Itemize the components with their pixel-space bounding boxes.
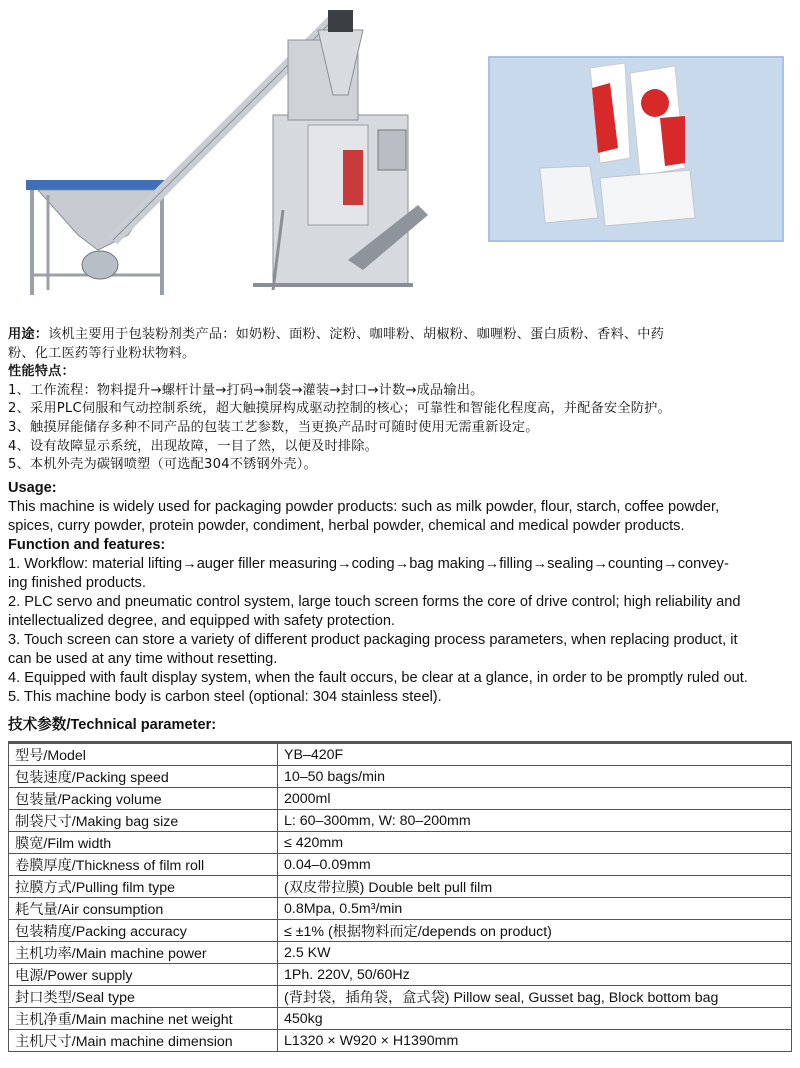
features-en-line: ing finished products. <box>8 574 146 591</box>
usage-en-line: spices, curry powder, protein powder, condiment, herbal powder, chemical and medical powder products. <box>8 517 685 534</box>
features-cn-item: 5、本机外壳为碳钢喷塑（可选配304不锈钢外壳）。 <box>8 457 317 473</box>
table-row <box>9 854 792 876</box>
features-cn-item: 2、采用PLC伺服和气动控制系统，超大触摸屏构成驱动控制的核心；可靠性和智能化程度高，并配备安全防护。 <box>8 401 671 417</box>
spec-table <box>8 743 792 1052</box>
spec-title: 技术参数/Technical parameter: <box>8 717 217 733</box>
spec-value: 450kg <box>278 1008 792 1030</box>
spec-label: 电源/Power supply <box>9 964 278 986</box>
spec-value: (双皮带拉膜) Double belt pull film <box>278 876 792 898</box>
usage-en-label: Usage: <box>8 479 57 496</box>
usage-cn-line2: 粉、化工医药等行业粉状物料。 <box>8 345 196 361</box>
features-cn-item: 4、设有故障显示系统，出现故障，一目了然，以便及时排除。 <box>8 438 379 454</box>
spec-value: (背封袋，插角袋，盒式袋) Pillow seal, Gusset bag, Block bottom bag <box>278 986 792 1008</box>
description-block <box>8 326 792 707</box>
usage-cn-label: 用途： <box>8 327 49 342</box>
features-cn-item: 1、工作流程：物料提升→螺杆计量→打码→制袋→灌装→封口→计数→成品输出。 <box>8 382 484 398</box>
spec-label: 主机功率/Main machine power <box>9 942 278 964</box>
features-en-line: 3. Touch screen can store a variety of different product packaging process parameters, when replacing product, it <box>8 631 738 648</box>
spec-value: 1Ph. 220V, 50/60Hz <box>278 964 792 986</box>
photo-area <box>0 0 800 320</box>
spec-value: YB–420F <box>278 744 792 766</box>
table-row <box>9 920 792 942</box>
spec-value: 0.04–0.09mm <box>278 854 792 876</box>
features-en-line: 1. Workflow: material lifting→auger filler measuring→coding→bag making→filling→sealing→counting→convey- <box>8 555 729 572</box>
table-row <box>9 942 792 964</box>
table-row <box>9 1030 792 1052</box>
usage-cn <box>8 326 792 345</box>
table-row <box>9 810 792 832</box>
table-row <box>9 898 792 920</box>
usage-en-line: This machine is widely used for packaging powder products: such as milk powder, flour, starch, coffee powder, <box>8 498 720 515</box>
table-row <box>9 876 792 898</box>
table-row <box>9 788 792 810</box>
features-en-line: 2. PLC servo and pneumatic control system, large touch screen forms the core of drive control; high reliability and <box>8 593 741 610</box>
features-en-line: 5. This machine body is carbon steel (optional: 304 stainless steel). <box>8 688 442 705</box>
spec-label: 耗气量/Air consumption <box>9 898 278 920</box>
table-row <box>9 832 792 854</box>
spec-label: 主机净重/Main machine net weight <box>9 1008 278 1030</box>
table-row <box>9 964 792 986</box>
spec-value: 0.8Mpa, 0.5m³/min <box>278 898 792 920</box>
spec-label: 封口类型/Seal type <box>9 986 278 1008</box>
features-cn-label: 性能特点： <box>8 364 75 380</box>
features-en-label: Function and features: <box>8 536 166 553</box>
spec-label: 拉膜方式/Pulling film type <box>9 876 278 898</box>
spec-value: 2000ml <box>278 788 792 810</box>
table-row <box>9 766 792 788</box>
spec-value: L: 60–300mm, W: 80–200mm <box>278 810 792 832</box>
product-samples-photo <box>488 56 784 242</box>
spec-label: 膜宽/Film width <box>9 832 278 854</box>
features-en-line: can be used at any time without resetting. <box>8 650 278 667</box>
spec-label: 包装量/Packing volume <box>9 788 278 810</box>
table-row <box>9 1008 792 1030</box>
spec-label: 卷膜厚度/Thickness of film roll <box>9 854 278 876</box>
features-cn-item: 3、触摸屏能储存多种不同产品的包装工艺参数，当更换产品时可随时使用无需重新设定。 <box>8 419 539 435</box>
spec-label: 型号/Model <box>9 744 278 766</box>
table-row <box>9 744 792 766</box>
spec-label: 包装速度/Packing speed <box>9 766 278 788</box>
spec-value: 2.5 KW <box>278 942 792 964</box>
table-row <box>9 986 792 1008</box>
spec-label: 包装精度/Packing accuracy <box>9 920 278 942</box>
packing-machine-image <box>18 0 468 310</box>
spec-value: L1320 × W920 × H1390mm <box>278 1030 792 1052</box>
spec-label: 主机尺寸/Main machine dimension <box>9 1030 278 1052</box>
usage-cn-text-1: 该机主要用于包装粉剂类产品：如奶粉、面粉、淀粉、咖啡粉、胡椒粉、咖喱粉、蛋白质粉、香料、中药 <box>48 327 664 342</box>
spec-value: 10–50 bags/min <box>278 766 792 788</box>
spec-label: 制袋尺寸/Making bag size <box>9 810 278 832</box>
features-en-line: intellectualized degree, and equipped with safety protection. <box>8 612 395 629</box>
spec-value: ≤ ±1% (根据物料而定/depends on product) <box>278 920 792 942</box>
spec-value: ≤ 420mm <box>278 832 792 854</box>
features-en-line: 4. Equipped with fault display system, when the fault occurs, be clear at a glance, in order to be promptly ruled out. <box>8 669 748 686</box>
